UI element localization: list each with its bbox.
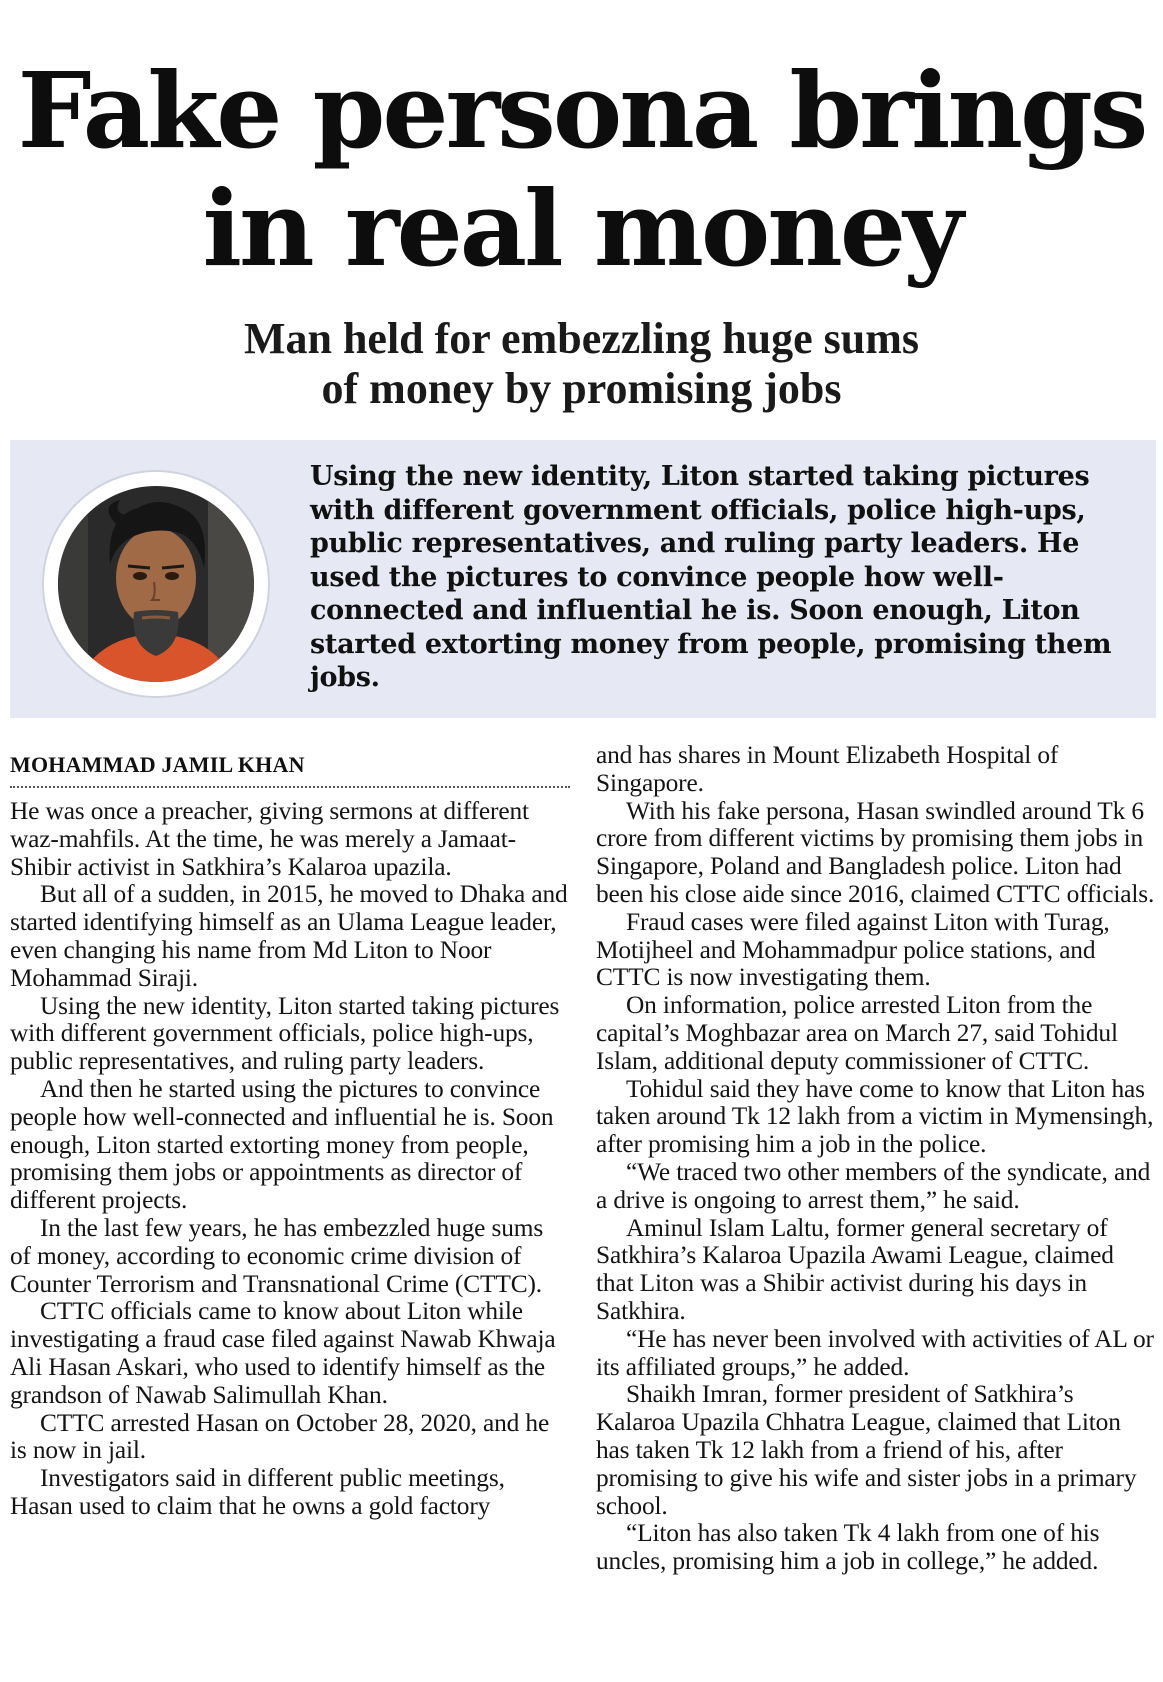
paragraph: CTTC officials came to know about Liton while investigating a fraud case filed against Nawab Khwaja Ali Hasan Askari, who used to identify himself as the grandson of Nawab Salimullah Khan. [10,1297,556,1409]
paragraph: But all of a sudden, in 2015, he moved to Dhaka and started identifying himself as an Ulama League leader, even changing his name from Md Liton to Noor Mohammad Siraji. [10,880,568,992]
article-column-2 [596,742,1156,1576]
paragraph: and has shares in Mount Elizabeth Hospital of Singapore. [596,741,1059,797]
headline [0,0,1163,288]
paragraph: And then he started using the pictures to convince people how well-connected and influential he is. Soon enough, Liton started extorting money from people, promising them jobs or appointments as director of different projects. [10,1074,554,1215]
headline-line-2: in real money [202,167,961,290]
subheadline-line-2: of money by promising jobs [321,364,842,413]
paragraph: Shaikh Imran, former president of Satkhira’s Kalaroa Upazila Chhatra League, claimed that Liton has taken Tk 12 lakh from a friend of his, after promising to give his wife and sister jobs in a primary school. [596,1380,1137,1520]
paragraph: “We traced two other members of the syndicate, and a drive is ongoing to arrest them,” he said. [596,1157,1151,1214]
byline: MOHAMMAD JAMIL KHAN [10,752,305,777]
paragraph: Investigators said in different public meetings, Hasan used to claim that he owns a gold factory [10,1464,505,1520]
paragraph: He was once a preacher, giving sermons at different waz-mahfils. At the time, he was merely a Jamaat-Shibir activist in Satkhira’s Kalaroa upazila. [10,797,529,881]
paragraph: On information, police arrested Liton from the capital’s Moghbazar area on March 27, said Tohidul Islam, additional deputy commissioner of CTTC. [596,991,1118,1075]
paragraph: In the last few years, he has embezzled huge sums of money, according to economic crime division of Counter Terrorism and Transnational Crime (CTTC). [10,1213,544,1298]
subheadline-line-1: Man held for embezzling huge sums [243,314,920,363]
paragraph: CTTC arrested Hasan on October 28, 2020, and he is now in jail. [10,1408,550,1465]
paragraph: With his fake persona, Hasan swindled around Tk 6 crore from different victims by promising them jobs in Singapore, Poland and Bangladesh police. Liton had been his close aide since 2016, claimed CTTC officials. [596,796,1155,908]
paragraph: Tohidul said they have come to know that Liton has taken around Tk 12 lakh from a victim in Mymensingh, after promising him a job in the police. [596,1074,1154,1159]
avatar-frame [44,472,268,696]
paragraph: Fraud cases were filed against Liton with Turag, Motijheel and Mohammadpur police stations, and CTTC is now investigating them. [596,907,1110,992]
paragraph: Aminul Islam Laltu, former general secretary of Satkhira’s Kalaroa Upazila Awami League, claimed that Liton was a Shibir activist during his days in Satkhira. [596,1213,1114,1325]
byline-divider [10,786,570,788]
paragraph: “Liton has also taken Tk 4 lakh from one of his uncles, promising him a job in college,” he added. [596,1519,1100,1576]
pull-quote-text: Using the new identity, Liton started taking pictures with different government officials, police high-ups, public representatives, and ruling party leaders. He used the pictures to convince people how well-connected and influential he is. Soon enough, Liton started extorting money from people, promising them jobs. [310,461,1112,693]
subheadline [0,314,1163,414]
headline-line-1: Fake persona brings [17,49,1146,172]
pull-quote-box [10,440,1156,718]
paragraph: Using the new identity, Liton started taking pictures with different government officials, police high-ups, public representatives, and ruling party leaders. [10,991,560,1076]
article-column-1 [10,798,570,1521]
paragraph: “He has never been involved with activities of AL or its affiliated groups,” he added. [596,1324,1154,1381]
avatar-photo [58,486,254,682]
